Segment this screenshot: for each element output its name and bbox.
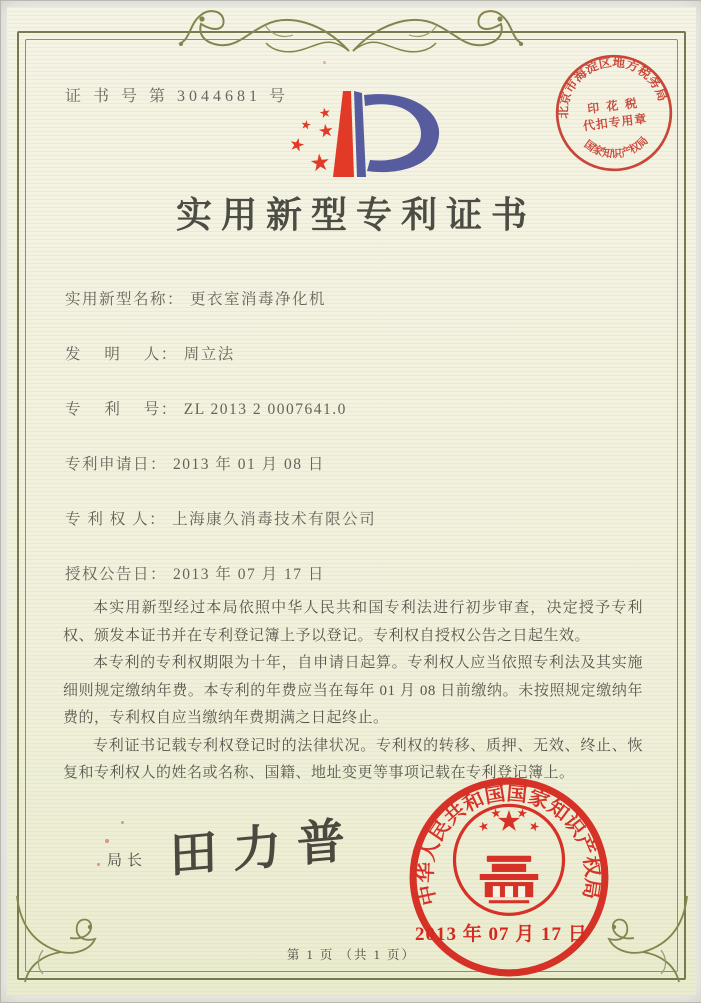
field-utility-model-name	[65, 287, 326, 309]
scan-speckle	[105, 839, 109, 843]
paragraph-term-fees: 本专利的专利权期限为十年，自申请日起算。专利权人应当依照专利法及其实施细则规定缴纳年费。本专利的年费应当在每年 01 月 08 日前缴纳。未按照规定缴纳年费的，专利权自应当缴纳年费期满之日起终止。	[63, 655, 643, 726]
seal-arc-text: 中华人民共和国国家知识产权局	[415, 783, 603, 908]
field-patentee	[65, 507, 376, 529]
certificate-number: 证 书 号 第 3044681 号	[65, 88, 290, 105]
paragraph-register: 专利证书记载专利权登记时的法律状况。专利权的转移、质押、无效、终止、恢复和专利权人的姓名或名称、国籍、地址变更等事项记载在专利登记簿上。	[63, 737, 643, 781]
logo-red-wedge	[333, 91, 354, 177]
field-label: 专 利 权 人：	[65, 511, 167, 528]
top-scroll-ornament	[171, 3, 531, 59]
field-label: 专利申请日：	[65, 456, 168, 473]
field-label: 实用新型名称：	[65, 291, 185, 308]
tax-stamp-arc-bottom: 国家知识产权局	[581, 134, 651, 161]
page-number: 第 1 页 （共 1 页）	[286, 948, 417, 962]
field-value: 上海康久消毒技术有限公司	[172, 511, 377, 528]
field-value: 2013 年 07 月 17 日	[173, 566, 325, 583]
field-grant-date	[65, 562, 325, 584]
field-inventor	[65, 342, 235, 364]
logo-stars	[289, 107, 334, 172]
legal-text	[63, 595, 643, 788]
national-emblem	[454, 805, 563, 914]
commissioner-signature: 田力普	[168, 813, 362, 884]
scan-speckle	[323, 61, 326, 64]
tax-stamp-line1: 印 花 税	[586, 95, 640, 117]
field-value: 2013 年 01 月 08 日	[173, 456, 325, 473]
cnipa-patent-logo	[273, 87, 463, 199]
bottom-left-corner-ornament	[13, 894, 103, 984]
field-label: 授权公告日：	[65, 566, 168, 583]
scan-speckle	[97, 863, 100, 866]
tax-stamp-arc-top: 北京市海淀区地方税务局	[558, 57, 668, 119]
field-label: 专 利 号：	[65, 401, 178, 418]
paragraph-grant: 本实用新型经过本局依照中华人民共和国专利法进行初步审查，决定授予专利权、颁发本证书并在专利登记簿上予以登记。专利权自授权公告之日起生效。	[63, 600, 643, 644]
svg-text:国家知识产权局	[580, 130, 652, 165]
commissioner-label: 局长	[107, 853, 148, 869]
field-value: 周立法	[183, 346, 235, 363]
field-patent-number	[65, 397, 347, 419]
field-value: ZL 2013 2 0007641.0	[183, 401, 347, 418]
seal-date: 2013 年 07 月 17 日	[415, 924, 588, 945]
tax-stamp-line2: 代扣专用章	[582, 111, 649, 134]
certificate-title: 实用新型专利证书	[175, 195, 536, 235]
logo-blue-bowl	[364, 94, 439, 172]
field-filing-date	[65, 452, 325, 474]
field-label: 发 明 人：	[65, 346, 178, 363]
tax-stamp	[545, 44, 683, 182]
scan-speckle	[121, 821, 124, 824]
field-value: 更衣室消毒净化机	[190, 291, 327, 308]
logo-blue-stem	[354, 91, 366, 177]
